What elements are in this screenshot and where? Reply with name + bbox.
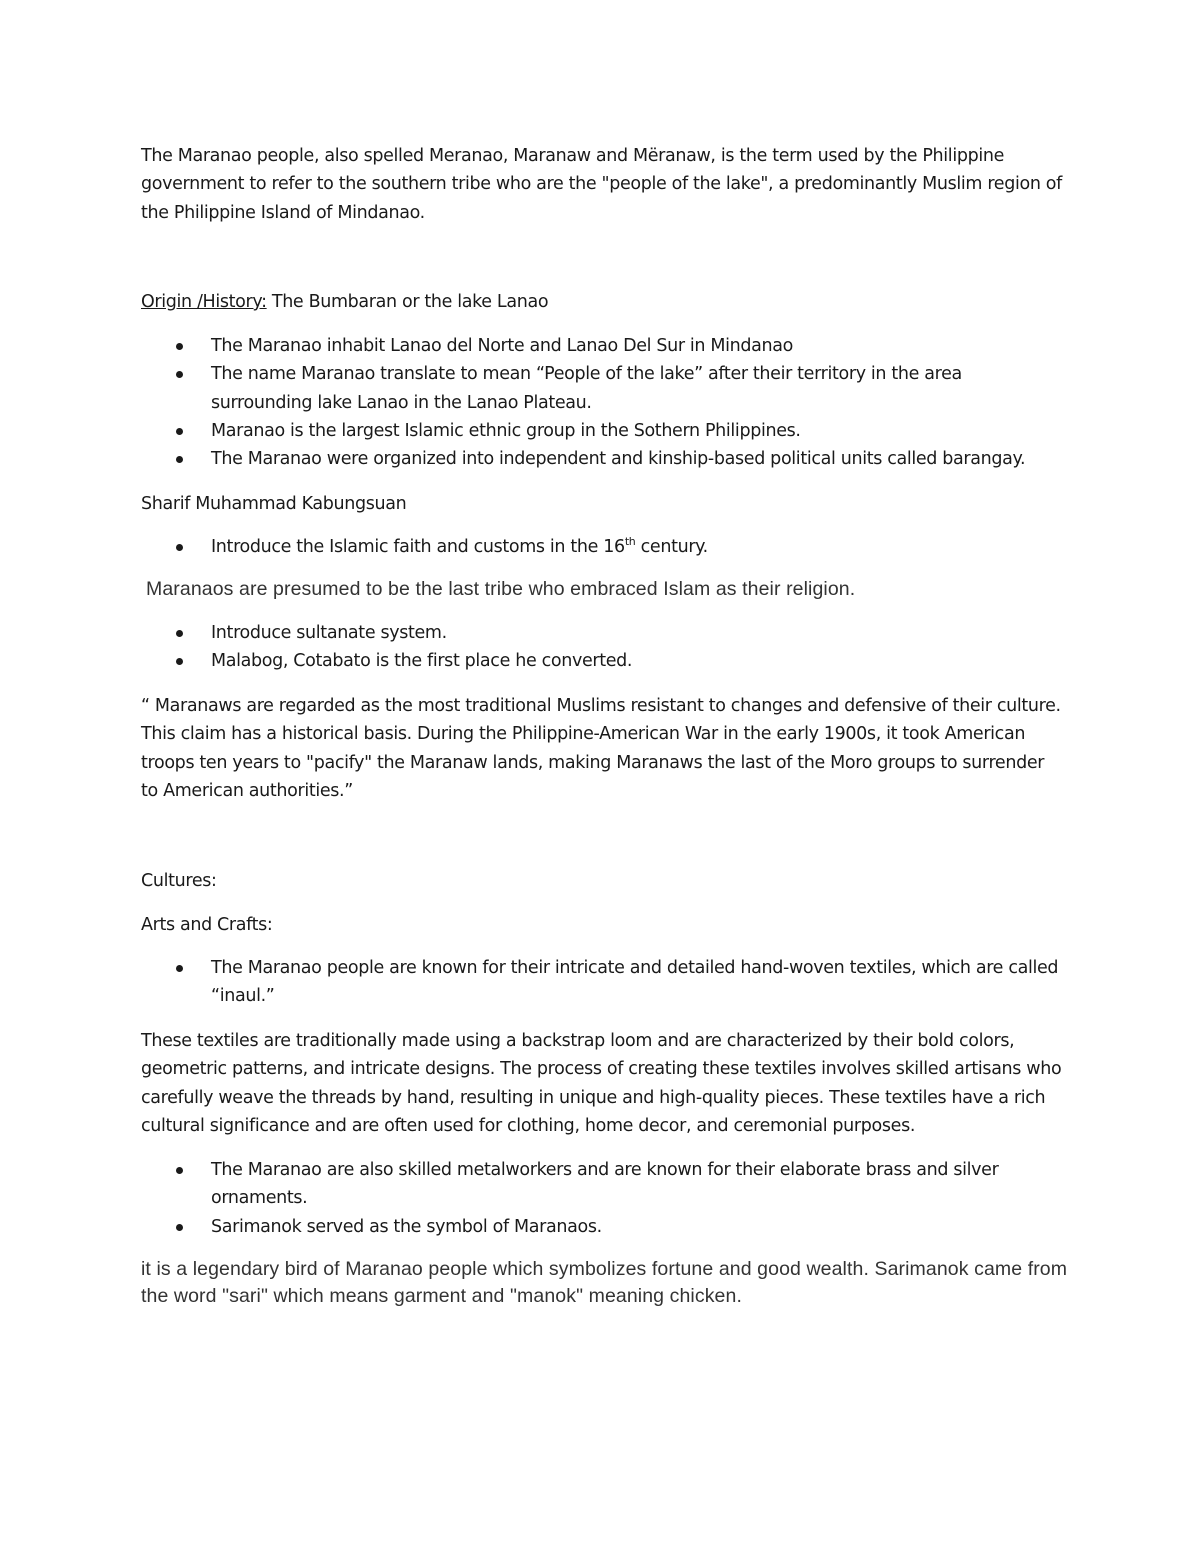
bullet-icon <box>176 658 183 665</box>
list-item-text: The Maranao were organized into independent and kinship-based political units called barangay. <box>211 449 1026 470</box>
bullet-icon <box>176 965 183 972</box>
origin-heading-rest: The Bumbaran or the lake Lanao <box>266 292 549 312</box>
bullet-icon <box>176 428 183 435</box>
metalwork-bullet-list <box>141 1156 1066 1241</box>
origin-heading-label: Origin /History: <box>141 292 267 312</box>
bullet-icon <box>176 1167 183 1174</box>
list-item <box>141 647 1066 675</box>
bullet-icon <box>176 630 183 637</box>
bullet-icon <box>176 371 183 378</box>
list-item <box>141 619 1066 647</box>
sharif-bullet-list-2 <box>141 619 1066 676</box>
list-item-text: Malabog, Cotabato is the first place he converted. <box>211 651 633 672</box>
list-item <box>141 445 1066 473</box>
bullet-icon <box>176 343 183 350</box>
origin-bullet-list <box>141 332 1066 473</box>
list-item <box>141 417 1066 445</box>
origin-heading <box>141 288 1066 316</box>
bullet-icon <box>176 544 183 551</box>
sarimanok-note: it is a legendary bird of Maranao people which symbolizes fortune and good wealth. Sarimanok came from the word "sari" which means garment and "manok" meaning chicken. <box>141 1258 1068 1307</box>
list-item <box>141 1156 1066 1213</box>
list-item-text: Maranao is the largest Islamic ethnic group in the Sothern Philippines. <box>211 420 801 441</box>
superscript-th: th <box>624 535 636 548</box>
list-item-text: Introduce sultanate system. <box>211 623 447 643</box>
list-item-text: The name Maranao translate to mean “People of the lake” after their territory in the area surrounding lake Lanao in the Lanao Plateau. <box>211 364 962 413</box>
list-item-text: Sarimanok served as the symbol of Maranaos. <box>211 1216 602 1237</box>
sharif-note: Maranaos are presumed to be the last tribe who embraced Islam as their religion. <box>146 578 856 600</box>
list-item-text: The Maranao are also skilled metalworkers and are known for their elaborate brass and silver ornaments. <box>211 1160 999 1209</box>
list-item-text-end: century. <box>635 537 708 557</box>
list-item <box>141 360 1066 417</box>
list-item-text: The Maranao people are known for their intricate and detailed hand-woven textiles, which are called “inaul.” <box>211 958 1059 1007</box>
quote-paragraph: “ Maranaws are regarded as the most traditional Muslims resistant to changes and defensive of their culture. This claim has a historical basis. During the Philippine-American War in the early 1900s, it took American troops ten years to "pacify" the Maranaw lands, making Maranaws the last of the Moro groups to surrender to American authorities.” <box>141 696 1061 801</box>
list-item <box>141 1213 1066 1241</box>
textiles-paragraph: These textiles are traditionally made using a backstrap loom and are characterized by their bold colors, geometric patterns, and intricate designs. The process of creating these textiles involves skilled artisans who carefully weave the threads by hand, resulting in unique and high-quality pieces. These textiles have a rich cultural significance and are often used for clothing, home decor, and ceremonial purposes. <box>141 1031 1062 1136</box>
list-item-text: The Maranao inhabit Lanao del Norte and Lanao Del Sur in Mindanao <box>211 336 793 356</box>
arts-crafts-heading: Arts and Crafts: <box>141 915 273 935</box>
list-item <box>141 954 1066 1011</box>
sharif-heading: Sharif Muhammad Kabungsuan <box>141 494 407 514</box>
list-item <box>141 533 1066 561</box>
bullet-icon <box>176 456 183 463</box>
list-item-text: Introduce the Islamic faith and customs in the 16 <box>211 537 625 557</box>
arts-bullet-list <box>141 954 1066 1011</box>
sharif-bullet-list-1 <box>141 533 1066 561</box>
intro-paragraph: The Maranao people, also spelled Meranao, Maranaw and Mëranaw, is the term used by the Philippine government to refer to the southern tribe who are the "people of the lake", a predominantly Muslim region of the Philippine Island of Mindanao. <box>141 146 1062 223</box>
cultures-heading: Cultures: <box>141 871 217 891</box>
bullet-icon <box>176 1224 183 1231</box>
list-item <box>141 332 1066 360</box>
